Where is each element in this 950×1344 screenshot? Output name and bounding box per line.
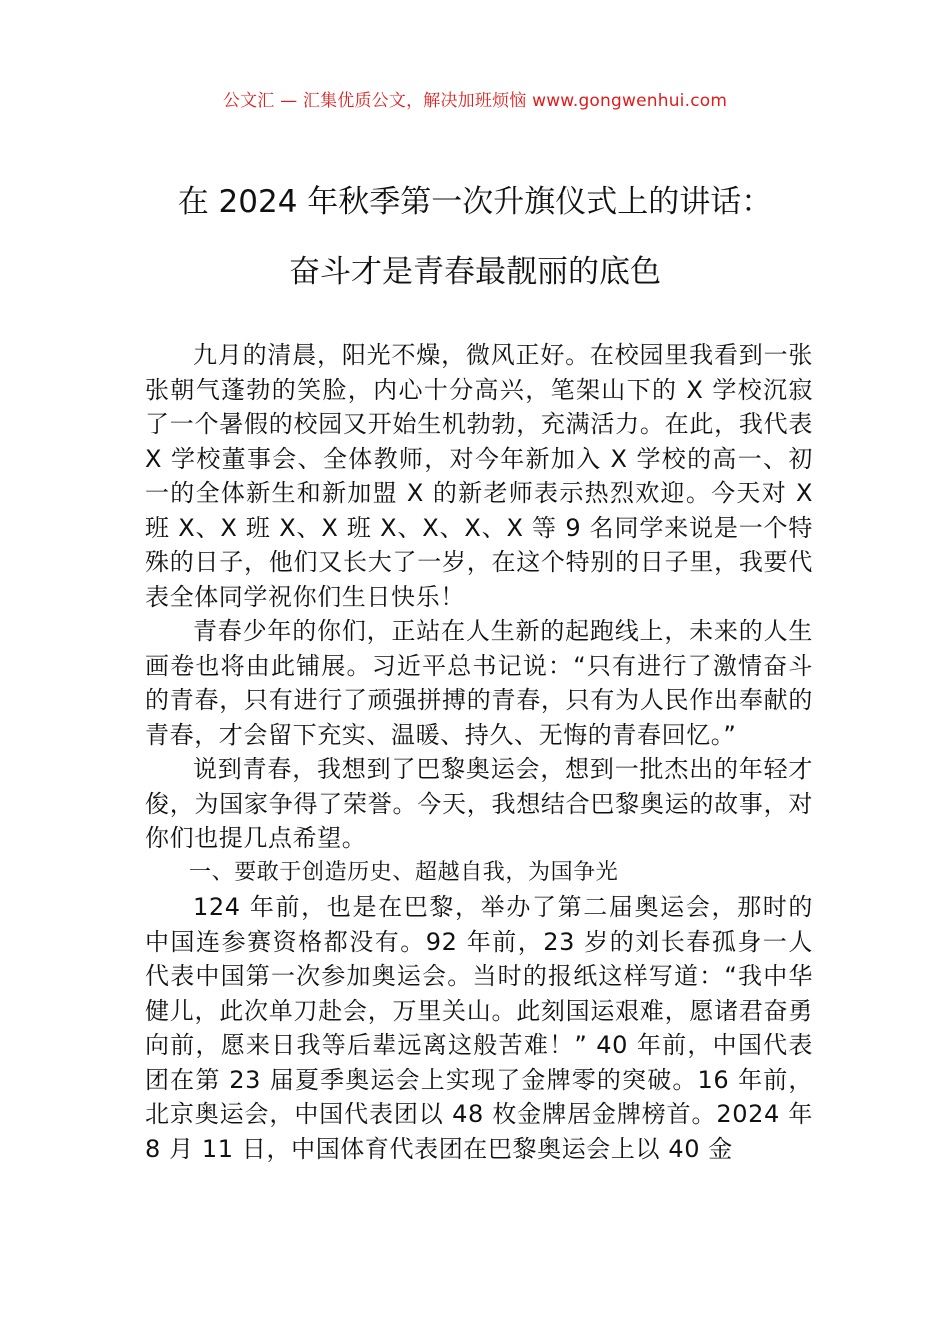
header-banner[interactable]: 公文汇 — 汇集优质公文，解决加班烦恼 www.gongwenhui.com [222,91,728,111]
section-heading-1: 一、要敢于创造历史、超越自我，为国争光 [189,859,619,885]
body-paragraph-1: 九月的清晨，阳光不燥，微风正好。在校园里我看到一张张朝气蓬勃的笑脸，内心十分高兴，笔架山下的 X 学校沉寂了一个暑假的校园又开始生机勃勃，充满活力。在此，我代表 X 学校董事会、全体教师，对今年新加入 X 学校的高一、初一的全体新生和新加盟 X 的新老师表示热烈欢迎。今天对 X 班 X、X 班 X、X 班 X、X、X、X 等 9 名同学来说是一个特殊的日子，他们又长大了一岁，在这个特别的日子里，我要代表全体同学祝你们生日快乐！ [145,341,813,611]
page-title-line-1: 在 2024 年秋季第一次升旗仪式上的讲话： [177,184,773,220]
body-paragraph-2: 青春少年的你们，正站在人生新的起跑线上，未来的人生画卷也将由此铺展。习近平总书记说：“只有进行了激情奋斗的青春，只有进行了顽强拼搏的青春，只有为人民作出奉献的青春，才会留下充实、温暖、持久、无悔的青春回忆。” [145,617,813,749]
page-title-line-2: 奋斗才是青春最靓丽的底色 [289,254,661,290]
body-paragraph-4: 124 年前，也是在巴黎，举办了第二届奥运会，那时的中国连参赛资格都没有。92 年前，23 岁的刘长春孤身一人代表中国第一次参加奥运会。当时的报纸这样写道：“我中华健儿，此次单刀赴会，万里关山。此刻国运艰难，愿诸君奋勇向前，愿来日我等后辈远离这般苦难！” 40 年前，中国代表团在第 23 届夏季奥运会上实现了金牌零的突破。16 年前，北京奥运会，中国代表团以 48 枚金牌居金牌榜首。2024 年 8 月 11 日，中国体育代表团在巴黎奥运会上以 40 金 [145,893,813,1163]
body-paragraph-3: 说到青春，我想到了巴黎奥运会，想到一批杰出的年轻才俊，为国家争得了荣誉。今天，我想结合巴黎奥运的故事，对你们也提几点希望。 [145,755,813,852]
document-body [145,338,813,1166]
